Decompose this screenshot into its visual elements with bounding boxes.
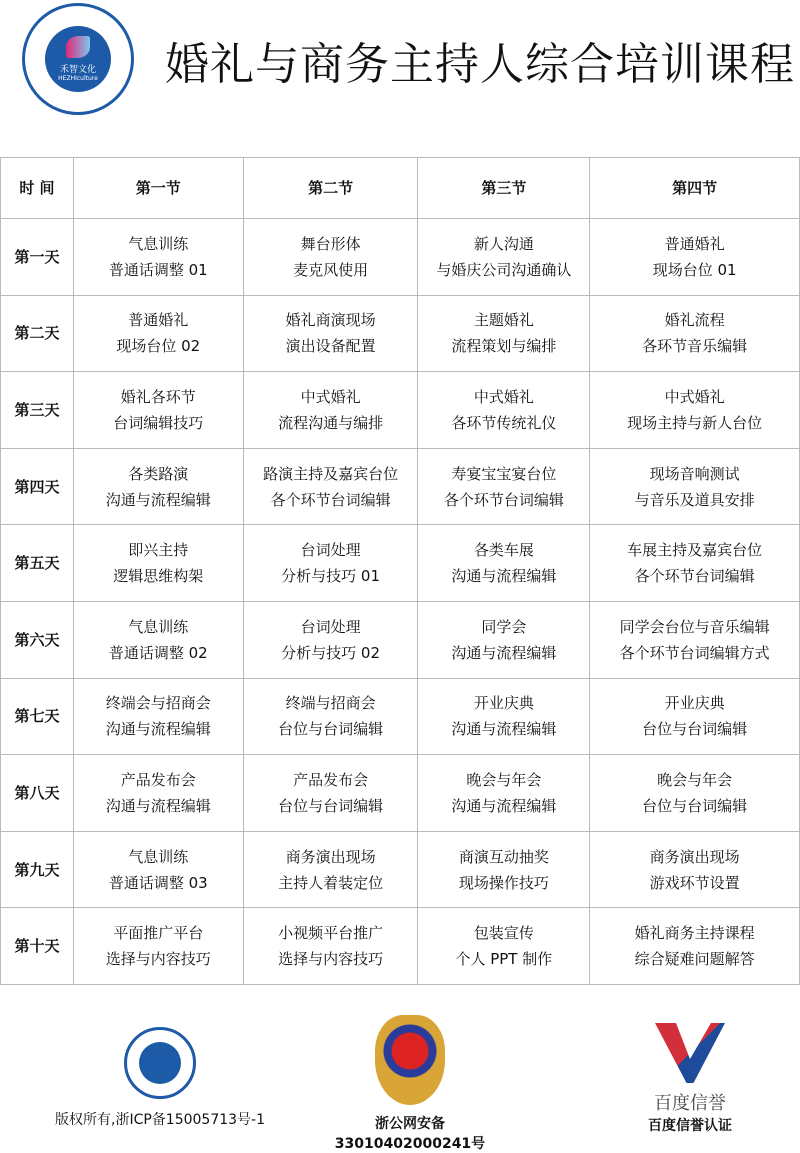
day-label: 第六天 (1, 601, 74, 678)
session-line: 即兴主持 (128, 541, 189, 560)
session-line: 沟通与流程编辑 (105, 796, 211, 815)
session-line: 各个环节台词编辑 (270, 490, 391, 509)
session-line: 晚会与年会 (657, 770, 733, 789)
session-cell (418, 678, 590, 755)
footer-baidu-block (620, 1015, 760, 1135)
session-line: 现场台位 02 (116, 337, 201, 356)
session-line: 分析与技巧 01 (281, 567, 380, 586)
session-line: 商务演出现场 (285, 847, 376, 866)
column-header: 第一节 (73, 158, 243, 219)
session-cell (590, 831, 800, 908)
session-line: 个人 PPT 制作 (455, 950, 553, 969)
session-line: 各个环节台词编辑 (634, 567, 755, 586)
table-row (1, 219, 800, 296)
session-line: 普通话调整 01 (108, 260, 208, 279)
session-cell (73, 219, 243, 296)
logo-sub: HEZHIculture (58, 75, 98, 82)
session-line: 各类路演 (128, 464, 189, 483)
day-label: 第七天 (1, 678, 74, 755)
session-cell (590, 219, 800, 296)
session-line: 演出设备配置 (285, 337, 376, 356)
session-cell (243, 678, 418, 755)
session-line: 普通婚礼 (128, 311, 189, 330)
session-line: 流程策划与编排 (451, 337, 557, 356)
session-cell (243, 755, 418, 832)
column-header: 时 间 (1, 158, 74, 219)
session-line: 终端与招商会 (285, 694, 376, 713)
day-label: 第九天 (1, 831, 74, 908)
session-cell (73, 601, 243, 678)
session-cell (418, 755, 590, 832)
session-line: 沟通与流程编辑 (451, 567, 557, 586)
session-line: 选择与内容技巧 (278, 950, 384, 969)
copyright-text: 版权所有,浙ICP备15005713号-1 (55, 1112, 266, 1128)
session-line: 新人沟通 (473, 234, 534, 253)
session-line: 终端会与招商会 (105, 694, 211, 713)
session-cell (73, 755, 243, 832)
session-line: 舞台形体 (300, 234, 361, 253)
table-header-row (1, 158, 800, 219)
session-line: 小视频平台推广 (278, 924, 384, 943)
police-badge-icon (375, 1015, 445, 1105)
session-line: 台位与台词编辑 (278, 720, 384, 739)
table-row (1, 831, 800, 908)
session-line: 游戏环节设置 (649, 873, 740, 892)
session-cell (243, 295, 418, 372)
session-line: 普通话调整 02 (108, 643, 208, 662)
column-header: 第三节 (418, 158, 590, 219)
session-cell (73, 831, 243, 908)
table-row (1, 372, 800, 449)
session-line: 主题婚礼 (473, 311, 534, 330)
session-line: 路演主持及嘉宾台位 (263, 464, 399, 483)
session-line: 寿宴宝宝宴台位 (451, 464, 557, 483)
course-schedule-table (0, 157, 800, 985)
police-record-text: 浙公网安备 33010402000241号 (334, 1116, 486, 1152)
session-cell (590, 601, 800, 678)
session-line: 各类车展 (473, 541, 534, 560)
session-line: 沟通与流程编辑 (451, 643, 557, 662)
session-line: 逻辑思维构架 (113, 567, 204, 586)
session-line: 流程沟通与编排 (278, 413, 384, 432)
column-header: 第四节 (590, 158, 800, 219)
session-line: 各个环节台词编辑方式 (619, 643, 770, 662)
session-line: 车展主持及嘉宾台位 (627, 541, 763, 560)
session-cell (243, 908, 418, 985)
day-label: 第一天 (1, 219, 74, 296)
day-label: 第十天 (1, 908, 74, 985)
session-line: 麦克风使用 (293, 260, 369, 279)
session-line: 中式婚礼 (473, 387, 534, 406)
table-row (1, 755, 800, 832)
footer-police-block (305, 1015, 515, 1153)
session-cell (590, 372, 800, 449)
session-line: 主持人着装定位 (278, 873, 384, 892)
session-line: 同学会 (481, 617, 527, 636)
session-line: 婚礼流程 (664, 311, 725, 330)
session-line: 普通婚礼 (664, 234, 725, 253)
session-line: 沟通与流程编辑 (105, 490, 211, 509)
session-line: 平面推广平台 (113, 924, 204, 943)
baidu-credit-text: 百度信誉认证 (648, 1118, 732, 1134)
session-line: 现场主持与新人台位 (627, 413, 763, 432)
session-line: 各环节音乐编辑 (642, 337, 748, 356)
session-line: 选择与内容技巧 (105, 950, 211, 969)
session-line: 开业庆典 (473, 694, 534, 713)
company-logo (22, 3, 134, 115)
session-cell (590, 295, 800, 372)
day-label: 第四天 (1, 448, 74, 525)
day-label: 第三天 (1, 372, 74, 449)
footer-copyright-block (55, 1015, 265, 1129)
session-line: 中式婚礼 (664, 387, 725, 406)
session-line: 产品发布会 (120, 770, 196, 789)
session-line: 婚礼各环节 (120, 387, 196, 406)
session-line: 台词编辑技巧 (113, 413, 204, 432)
day-label: 第五天 (1, 525, 74, 602)
day-label: 第八天 (1, 755, 74, 832)
session-cell (418, 525, 590, 602)
session-line: 台位与台词编辑 (642, 796, 748, 815)
session-cell (243, 372, 418, 449)
baidu-logo-text: 百度信誉 (654, 1093, 726, 1114)
session-line: 现场操作技巧 (458, 873, 549, 892)
session-cell (73, 372, 243, 449)
session-cell (243, 448, 418, 525)
session-cell (243, 525, 418, 602)
session-cell (590, 908, 800, 985)
table-row (1, 678, 800, 755)
session-cell (418, 219, 590, 296)
table-row (1, 601, 800, 678)
session-cell (418, 831, 590, 908)
table-row (1, 908, 800, 985)
session-line: 台词处理 (300, 617, 361, 636)
session-cell (418, 295, 590, 372)
session-cell (590, 678, 800, 755)
session-line: 晚会与年会 (466, 770, 542, 789)
session-cell (590, 448, 800, 525)
session-cell (590, 525, 800, 602)
session-line: 与音乐及道具安排 (634, 490, 755, 509)
logo-swoosh-icon (66, 36, 90, 58)
session-line: 商务演出现场 (649, 847, 740, 866)
session-line: 中式婚礼 (300, 387, 361, 406)
session-line: 台词处理 (300, 541, 361, 560)
session-line: 沟通与流程编辑 (105, 720, 211, 739)
session-line: 气息训练 (128, 847, 189, 866)
session-line: 气息训练 (128, 234, 189, 253)
session-cell (590, 755, 800, 832)
session-cell (418, 601, 590, 678)
session-line: 沟通与流程编辑 (451, 720, 557, 739)
session-line: 现场台位 01 (652, 260, 737, 279)
session-line: 综合疑难问题解答 (634, 950, 755, 969)
table-row (1, 295, 800, 372)
session-line: 台位与台词编辑 (642, 720, 748, 739)
session-line: 各环节传统礼仪 (451, 413, 557, 432)
baidu-v-icon (655, 1023, 725, 1083)
session-line: 气息训练 (128, 617, 189, 636)
session-cell (73, 525, 243, 602)
session-cell (418, 448, 590, 525)
session-cell (418, 908, 590, 985)
session-line: 婚礼商演现场 (285, 311, 376, 330)
session-cell (243, 601, 418, 678)
table-row (1, 525, 800, 602)
session-cell (243, 831, 418, 908)
session-line: 婚礼商务主持课程 (634, 924, 755, 943)
column-header: 第二节 (243, 158, 418, 219)
session-line: 现场音响测试 (649, 464, 740, 483)
session-cell (243, 219, 418, 296)
session-line: 普通话调整 03 (108, 873, 208, 892)
day-label: 第二天 (1, 295, 74, 372)
session-cell (73, 295, 243, 372)
session-line: 产品发布会 (293, 770, 369, 789)
session-line: 台位与台词编辑 (278, 796, 384, 815)
session-line: 商演互动抽奖 (458, 847, 549, 866)
session-line: 开业庆典 (664, 694, 725, 713)
table-row (1, 448, 800, 525)
session-line: 沟通与流程编辑 (451, 796, 557, 815)
session-line: 与婚庆公司沟通确认 (436, 260, 572, 279)
session-cell (73, 908, 243, 985)
logo-name: 禾智文化 (59, 65, 96, 75)
session-line: 包装宣传 (473, 924, 534, 943)
session-line: 各个环节台词编辑 (443, 490, 564, 509)
session-cell (73, 678, 243, 755)
session-line: 分析与技巧 02 (281, 643, 380, 662)
company-seal-icon (124, 1027, 196, 1099)
session-cell (73, 448, 243, 525)
session-cell (418, 372, 590, 449)
session-line: 同学会台位与音乐编辑 (619, 617, 770, 636)
page-title: 婚礼与商务主持人综合培训课程 (165, 39, 795, 90)
